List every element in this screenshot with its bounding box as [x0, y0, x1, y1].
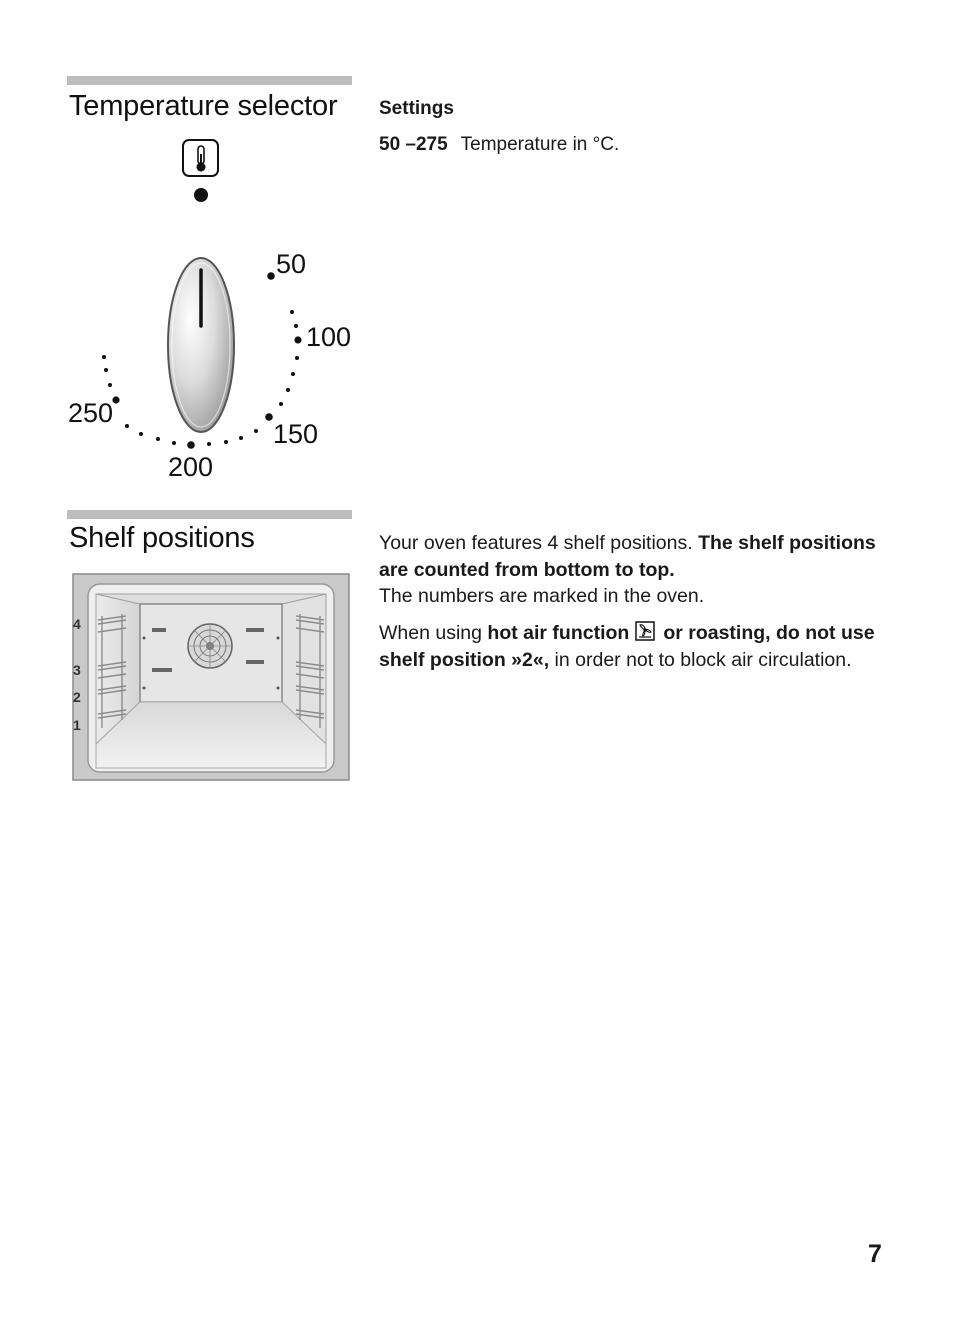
shelf-paragraph-2 — [379, 620, 879, 673]
settings-range: 50 –275 — [379, 134, 448, 155]
shelf-number-1: 1 — [73, 717, 81, 733]
hot-air-function-label: hot air function — [487, 622, 630, 644]
dial-scale-dot — [156, 437, 160, 441]
settings-label: Settings — [379, 98, 454, 119]
settings-row — [379, 134, 619, 156]
dial-scale-dot — [112, 396, 119, 403]
dial-scale-dot — [207, 442, 211, 446]
dial-scale-dot — [254, 429, 258, 433]
dial-scale-dot — [187, 441, 195, 449]
shelf-paragraph-1-text — [379, 530, 879, 610]
shelf-count-rule: The shelf positions are counted from bottom to top. — [379, 532, 876, 581]
hot-air-intro: When using — [379, 622, 488, 644]
settings-description: Temperature in °C. — [460, 134, 620, 155]
dial-scale-dot — [108, 383, 112, 387]
dial-scale-dot — [294, 336, 301, 343]
indicator-dot — [194, 188, 208, 202]
dial-scale-dot — [104, 368, 108, 372]
dial-scale-dot — [294, 324, 298, 328]
shelf-number-4: 4 — [73, 616, 81, 632]
dial-scale-dot — [291, 372, 295, 376]
dial-scale-dot — [102, 355, 106, 359]
shelf-positions-heading: Shelf positions — [69, 522, 255, 554]
shelf-warning-tail: in order not to block air circulation. — [549, 648, 852, 671]
section-rule-shelf — [67, 510, 352, 519]
dial-label-250: 250 — [68, 398, 114, 428]
dial-label-100: 100 — [306, 322, 352, 352]
section-rule-temperature — [67, 76, 352, 85]
dial-scale-dot — [139, 432, 143, 436]
shelf-marked-text: The numbers are marked in the oven. — [379, 585, 705, 607]
dial-scale-dot — [279, 402, 283, 406]
dial-scale-dot — [224, 440, 228, 444]
shelf-warning-bold: or roasting, do not use shelf position »2«, — [379, 622, 875, 671]
dial-scale-dot — [267, 272, 275, 280]
shelf-paragraph-2-text — [379, 620, 879, 673]
dial-scale-dot — [265, 413, 273, 421]
dial-label-50: 50 — [276, 249, 307, 279]
shelf-number-3: 3 — [73, 662, 81, 678]
shelf-number-2: 2 — [73, 689, 81, 705]
temperature-knob-diagram — [60, 130, 360, 490]
shelf-count-text: Your oven features 4 shelf positions. — [379, 532, 699, 554]
dial-scale-dot — [239, 436, 243, 440]
thermometer-icon — [183, 140, 218, 176]
dial-label-200: 200 — [168, 452, 214, 482]
dial-scale-dot — [172, 441, 176, 445]
oven-fan-icon — [188, 624, 232, 668]
oven-interior-diagram — [68, 572, 352, 784]
dial-scale-dot — [290, 310, 294, 314]
page-number: 7 — [868, 1240, 882, 1268]
temperature-selector-heading: Temperature selector — [69, 90, 338, 122]
hot-air-fan-icon — [635, 621, 655, 641]
shelf-paragraph-1 — [379, 530, 879, 610]
dial-scale-dot — [295, 356, 299, 360]
dial-label-150: 150 — [273, 419, 319, 449]
dial-scale-dot — [286, 388, 290, 392]
dial-scale-dot — [125, 424, 129, 428]
temperature-knob — [168, 258, 234, 432]
